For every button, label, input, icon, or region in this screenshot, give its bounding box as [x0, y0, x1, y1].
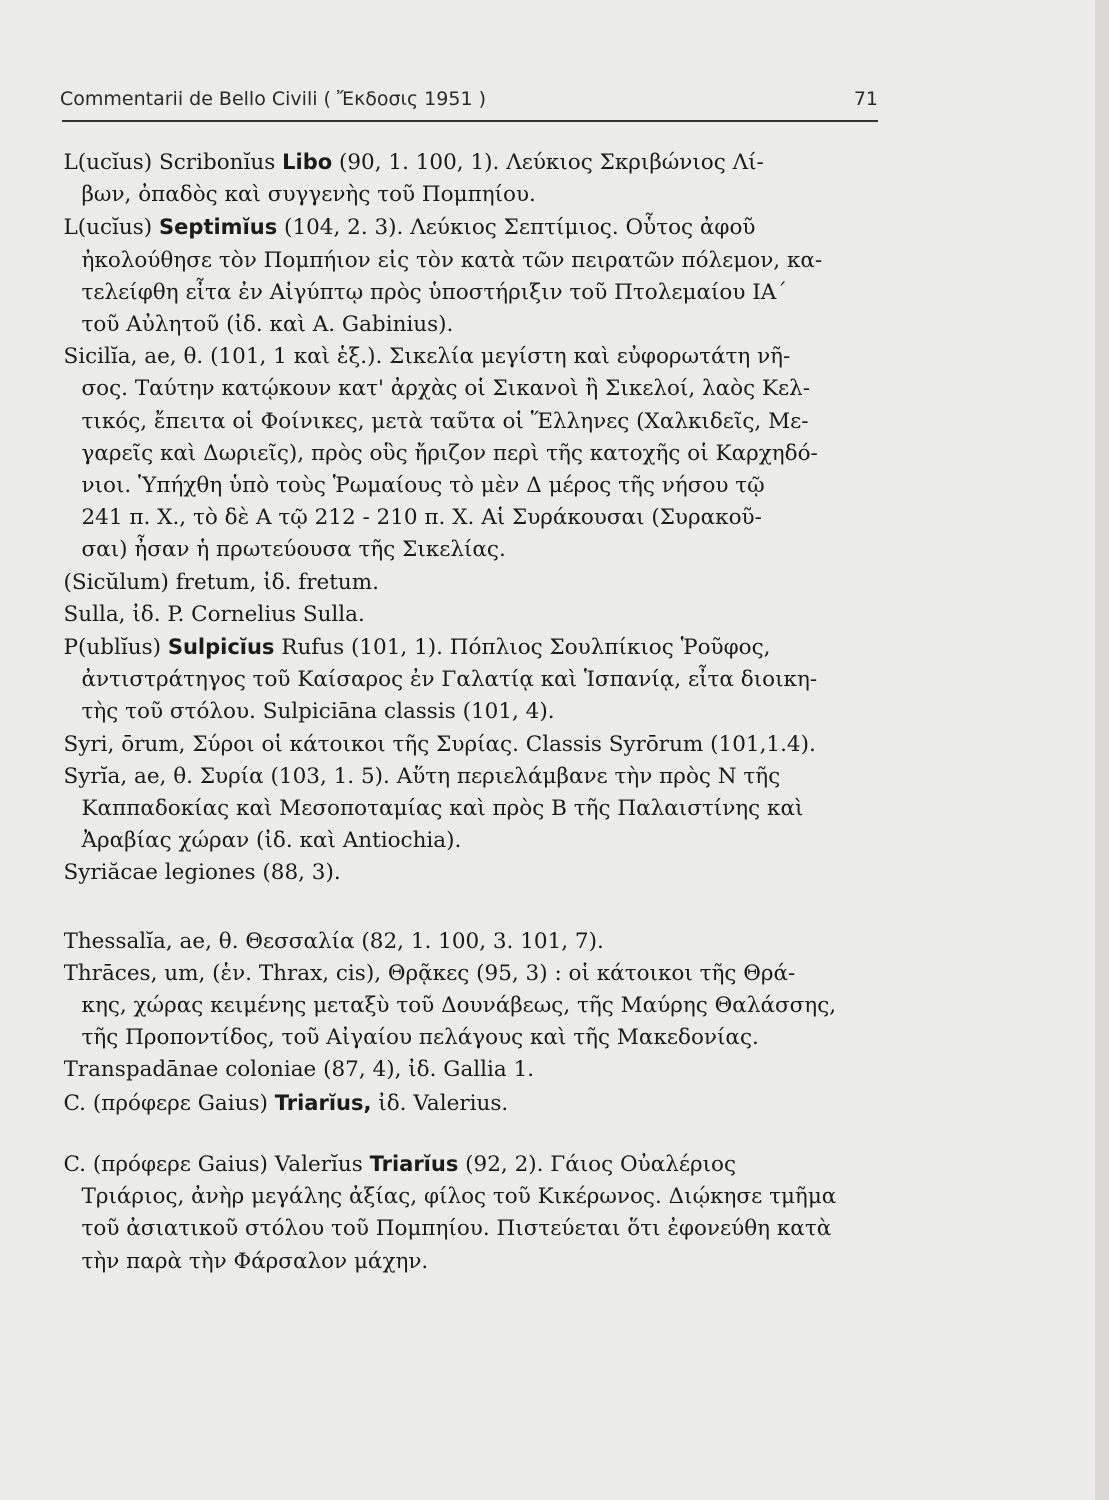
- entry-line: [64, 470, 876, 502]
- entry-line: [64, 793, 876, 825]
- entry-line: [64, 926, 876, 958]
- entry-text: C. (πρόφερε Gaius): [64, 1090, 275, 1116]
- entry-line: [64, 664, 876, 696]
- glossary-entry: [64, 146, 876, 211]
- entry-line: [64, 567, 876, 599]
- entry-line: [64, 179, 876, 211]
- entries-block-triarius: [64, 1148, 876, 1278]
- glossary-entry: [64, 926, 876, 958]
- entry-text: P(ublĭus): [64, 635, 168, 661]
- entry-text: βων, ὀπαδὸς καὶ συγγενὴς τοῦ Πομπηίου.: [81, 182, 536, 208]
- headword-bold: Libo: [282, 150, 333, 174]
- entry-line: [64, 277, 876, 309]
- entry-line: [64, 599, 876, 631]
- glossary-entries: [64, 146, 876, 1278]
- entry-line: [64, 1148, 876, 1181]
- page-edge: [1095, 0, 1109, 1500]
- glossary-entry: [64, 631, 876, 729]
- entry-line: [64, 373, 876, 405]
- glossary-entry: [64, 1087, 876, 1120]
- glossary-entry: [64, 1054, 876, 1086]
- entry-text: σαι) ἦσαν ἡ πρωτεύουσα τῆς Σικελίας.: [81, 537, 506, 563]
- entry-line: [64, 729, 876, 761]
- entry-text: Τριάριος, ἀνὴρ μεγάλης ἀξίας, φίλος τοῦ Κικέρωνος. Διῴκησε τμῆμα: [81, 1184, 837, 1210]
- glossary-entry: [64, 211, 876, 341]
- entry-text: Thrāces, um, (ἑν. Thrax, cis), Θρᾷκες (95, 3) : οἱ κάτοικοι τῆς Θρά-: [64, 960, 796, 986]
- entry-line: [64, 1087, 876, 1120]
- entry-line: [64, 245, 876, 277]
- entry-line: [64, 696, 876, 728]
- entry-text: ἰδ. Valerius.: [371, 1090, 509, 1116]
- glossary-entry: [64, 599, 876, 631]
- entry-line: [64, 761, 876, 793]
- entry-text: (92, 2). Γάιος Οὐαλέριος: [458, 1151, 737, 1177]
- entry-text: (104, 2. 3). Λεύκιος Σεπτίμιος. Οὗτος ἀφοῦ: [277, 215, 756, 241]
- entry-text: 241 π. Χ., τὸ δὲ Α τῷ 212 - 210 π. Χ. Αἱ Συράκουσαι (Συρακοῦ-: [81, 505, 762, 531]
- headword-bold: Triarĭus: [369, 1151, 459, 1176]
- header-rule: [62, 120, 878, 122]
- entry-text: τελείφθη εἶτα ἐν Αἰγύπτῳ πρὸς ὑποστήριξιν τοῦ Πτολεμαίου ΙΑ΄: [81, 279, 788, 305]
- entry-text: Καππαδοκίας καὶ Μεσοποταμίας καὶ πρὸς Β τῆς Παλαιστίνης καὶ: [81, 796, 804, 822]
- entry-text: Syri, ōrum, Σύροι οἱ κάτοικοι τῆς Συρίας. Classis Syrōrum (101,1.4).: [64, 731, 816, 757]
- entry-text: C. (πρόφερε Gaius) Valerĭus: [64, 1151, 370, 1177]
- entry-text: ἠκολούθησε τὸν Πομπήιον εἰς τὸν κατὰ τῶν πειρατῶν πόλεμον, κα-: [81, 247, 823, 273]
- entry-text: κης, χώρας κειμένης μεταξὺ τοῦ Δουνάβεως, τῆς Μαύρης Θαλάσσης,: [81, 993, 837, 1019]
- glossary-entry: [64, 567, 876, 599]
- entry-line: [64, 1246, 876, 1278]
- entry-text: νιοι. Ὑπήχθη ὑπὸ τοὺς Ῥωμαίους τὸ μὲν Δ μέρος τῆς νήσου τῷ: [81, 473, 765, 499]
- entry-text: τικός, ἔπειτα οἱ Φοίνικες, μετὰ ταῦτα οἱ Ἕλληνες (Χαλκιδεῖς, Με-: [81, 408, 809, 434]
- entry-text: L(ucĭus) Scribonĭus: [64, 150, 283, 175]
- entry-text: σος. Ταύτην κατῴκουν κατ' ἀρχὰς οἱ Σικανοὶ ἢ Σικελοί, λαὸς Κελ-: [81, 376, 811, 402]
- entry-text: Sicilĭa, ae, θ. (101, 1 καὶ ἑξ.). Σικελία μεγίστη καὶ εὐφορωτάτη νῆ-: [64, 344, 791, 370]
- entry-line: [64, 211, 876, 244]
- glossary-entry: [64, 857, 876, 889]
- glossary-entry: [64, 1148, 876, 1278]
- glossary-entry: [64, 729, 876, 761]
- entry-line: [64, 341, 876, 373]
- glossary-entry: [64, 958, 876, 1055]
- page-number: 71: [853, 88, 878, 110]
- entry-text: Syrĭa, ae, θ. Συρία (103, 1. 5). Αὕτη περιελάμβανε τὴν πρὸς Ν τῆς: [64, 763, 781, 789]
- entry-line: [64, 1213, 876, 1245]
- entry-line: [64, 309, 876, 341]
- headword-bold: Triarĭus,: [274, 1090, 372, 1115]
- running-header: [60, 88, 878, 118]
- entries-block-s: [64, 146, 876, 890]
- entry-text: (Sicŭlum) fretum, ἰδ. fretum.: [64, 569, 379, 595]
- entries-block-t: [64, 926, 876, 1120]
- entry-text: Syriăcae legiones (88, 3).: [64, 860, 341, 886]
- entry-text: Sulla, ἰδ. P. Cornelius Sulla.: [64, 601, 365, 627]
- entry-text: Ἀραβίας χώραν (ἰδ. καὶ Antiochia).: [81, 828, 462, 854]
- entry-text: τῆς Προποντίδος, τοῦ Αἰγαίου πελάγους καὶ τῆς Μακεδονίας.: [81, 1025, 759, 1051]
- glossary-entry: [64, 341, 876, 566]
- entry-text: Transpadānae coloniae (87, 4), ἰδ. Gallia 1.: [64, 1057, 535, 1083]
- headword-bold: Septimĭus: [159, 215, 278, 240]
- entry-line: [64, 825, 876, 857]
- entry-line: [64, 958, 876, 990]
- entry-text: (90, 1. 100, 1). Λεύκιος Σκριβώνιος Λί-: [332, 150, 764, 175]
- entry-text: Thessalĭa, ae, θ. Θεσσαλία (82, 1. 100, 3. 101, 7).: [64, 928, 604, 954]
- headword-bold: Sulpicĭus: [167, 635, 275, 660]
- entry-text: γαρεῖς καὶ Δωριεῖς), πρὸς οὓς ἤριζον περὶ τῆς κατοχῆς οἱ Καρχηδό-: [81, 440, 818, 466]
- entry-line: [64, 1022, 876, 1054]
- entry-text: Rufus (101, 1). Πόπλιος Σουλπίκιος Ῥοῦφος,: [274, 635, 771, 661]
- header-title: Commentarii de Bello Civili ( Ἔκδοσις 1951 ): [60, 88, 486, 110]
- entry-text: ἀντιστράτηγος τοῦ Καίσαρος ἐν Γαλατίᾳ καὶ Ἱσπανίᾳ, εἶτα διοικη-: [81, 667, 818, 693]
- entry-line: [64, 534, 876, 566]
- entry-line: [64, 438, 876, 470]
- entry-text: τοῦ Αὐλητοῦ (ἰδ. καὶ A. Gabinius).: [81, 312, 454, 338]
- entry-line: [64, 1181, 876, 1213]
- glossary-entry: [64, 761, 876, 858]
- entry-line: [64, 857, 876, 889]
- entry-text: τὴς τοῦ στόλου. Sulpiciāna classis (101, 4).: [81, 699, 555, 725]
- entry-line: [64, 1054, 876, 1086]
- entry-text: τοῦ ἀσιατικοῦ στόλου τοῦ Πομπηίου. Πιστεύεται ὅτι ἐφονεύθη κατὰ: [81, 1216, 832, 1242]
- entry-line: [64, 502, 876, 534]
- entry-text: L(ucĭus): [64, 215, 160, 241]
- entry-text: τὴν παρὰ τὴν Φάρσαλον μάχην.: [81, 1248, 429, 1274]
- entry-line: [64, 406, 876, 438]
- entry-line: [64, 631, 876, 664]
- entry-line: [64, 146, 876, 179]
- entry-line: [64, 990, 876, 1022]
